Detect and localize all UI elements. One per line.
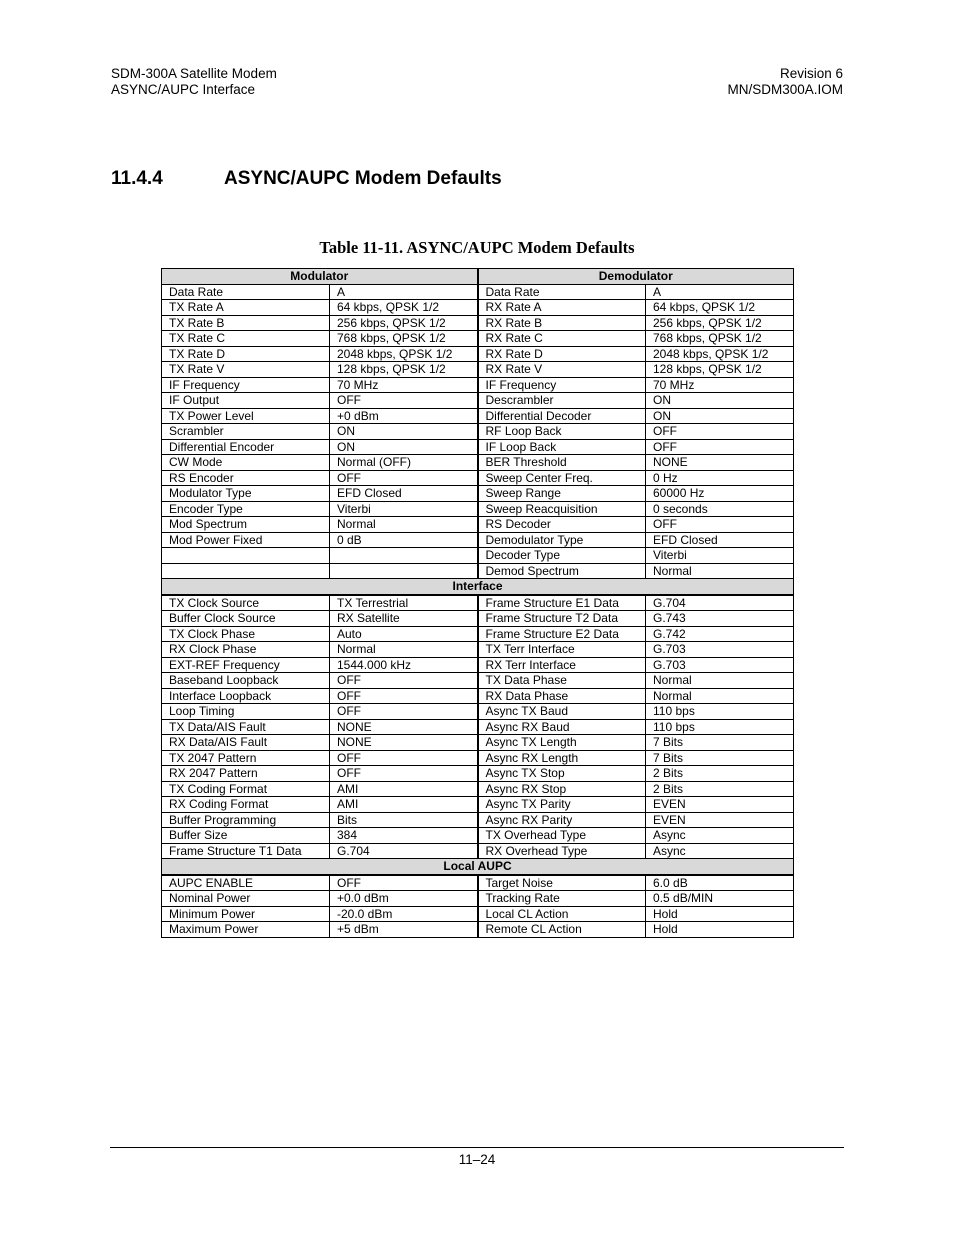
- demodulator-header: Demodulator: [478, 269, 794, 285]
- mod-value: RX Satellite: [330, 611, 478, 627]
- mod-param: Differential Encoder: [162, 439, 330, 455]
- mod-value: Normal: [330, 642, 478, 658]
- demod-value: Viterbi: [646, 548, 794, 564]
- demod-value: 256 kbps, QPSK 1/2: [646, 315, 794, 331]
- demod-value: 7 Bits: [646, 735, 794, 751]
- table-row: [162, 315, 794, 331]
- mod-value: [330, 548, 478, 564]
- section-title-cell: Interface: [162, 579, 794, 595]
- demod-value: Hold: [646, 906, 794, 922]
- demod-param: Frame Structure T2 Data: [478, 611, 646, 627]
- demod-param: Differential Decoder: [478, 408, 646, 424]
- demod-param: Async TX Parity: [478, 797, 646, 813]
- mod-param: TX Rate C: [162, 331, 330, 347]
- modulator-header: Modulator: [162, 269, 478, 285]
- mod-value: EFD Closed: [330, 486, 478, 502]
- demod-value: EVEN: [646, 812, 794, 828]
- defaults-table-container: [161, 268, 793, 938]
- demod-value: Normal: [646, 688, 794, 704]
- demod-param: Sweep Range: [478, 486, 646, 502]
- section-title: ASYNC/AUPC Modem Defaults: [224, 168, 502, 189]
- table-row: [162, 284, 794, 300]
- demod-value: Hold: [646, 922, 794, 938]
- mod-value: Auto: [330, 626, 478, 642]
- mod-value: NONE: [330, 735, 478, 751]
- demod-param: RX Rate V: [478, 362, 646, 378]
- table-row: [162, 657, 794, 673]
- demod-value: 7 Bits: [646, 750, 794, 766]
- table-row: [162, 875, 794, 891]
- demod-value: Normal: [646, 673, 794, 689]
- demod-value: Normal: [646, 563, 794, 579]
- demod-param: Frame Structure E1 Data: [478, 595, 646, 611]
- demod-value: ON: [646, 393, 794, 409]
- demod-value: EVEN: [646, 797, 794, 813]
- table-row: [162, 750, 794, 766]
- mod-param: CW Mode: [162, 455, 330, 471]
- demod-value: EFD Closed: [646, 532, 794, 548]
- demod-param: IF Frequency: [478, 377, 646, 393]
- mod-param: TX Coding Format: [162, 781, 330, 797]
- mod-value: NONE: [330, 719, 478, 735]
- demod-value: OFF: [646, 424, 794, 440]
- page-header-left: [111, 66, 277, 98]
- mod-value: +0.0 dBm: [330, 891, 478, 907]
- demod-value: 64 kbps, QPSK 1/2: [646, 300, 794, 316]
- mod-param: RS Encoder: [162, 470, 330, 486]
- mod-value: OFF: [330, 688, 478, 704]
- mod-param: [162, 563, 330, 579]
- demod-value: 0 Hz: [646, 470, 794, 486]
- table-row: [162, 611, 794, 627]
- header-chapter: ASYNC/AUPC Interface: [111, 82, 256, 97]
- section-row: [162, 859, 794, 875]
- mod-param: Frame Structure T1 Data: [162, 843, 330, 859]
- demod-param: Demod Spectrum: [478, 563, 646, 579]
- demod-param: Async RX Stop: [478, 781, 646, 797]
- demod-value: 110 bps: [646, 719, 794, 735]
- mod-value: AMI: [330, 781, 478, 797]
- demod-value: Async: [646, 828, 794, 844]
- section-title-cell: Local AUPC: [162, 859, 794, 875]
- mod-param: RX Data/AIS Fault: [162, 735, 330, 751]
- mod-param: Mod Power Fixed: [162, 532, 330, 548]
- table-row: [162, 906, 794, 922]
- page-header-right: [727, 66, 843, 98]
- table-row: [162, 548, 794, 564]
- demod-value: G.742: [646, 626, 794, 642]
- demod-param: BER Threshold: [478, 455, 646, 471]
- header-revision: Revision 6: [779, 66, 843, 81]
- demod-param: Target Noise: [478, 875, 646, 891]
- mod-value: 128 kbps, QPSK 1/2: [330, 362, 478, 378]
- mod-param: Buffer Clock Source: [162, 611, 330, 627]
- mod-value: 256 kbps, QPSK 1/2: [330, 315, 478, 331]
- demod-param: RX Rate B: [478, 315, 646, 331]
- demod-param: TX Terr Interface: [478, 642, 646, 658]
- demod-value: G.743: [646, 611, 794, 627]
- demod-value: A: [646, 284, 794, 300]
- table-row: [162, 642, 794, 658]
- mod-value: 70 MHz: [330, 377, 478, 393]
- table-row: [162, 346, 794, 362]
- mod-value: G.704: [330, 843, 478, 859]
- table-row: [162, 517, 794, 533]
- table-row: [162, 626, 794, 642]
- demod-param: RF Loop Back: [478, 424, 646, 440]
- mod-param: TX Clock Phase: [162, 626, 330, 642]
- demod-value: G.703: [646, 657, 794, 673]
- mod-value: ON: [330, 439, 478, 455]
- mod-param: Baseband Loopback: [162, 673, 330, 689]
- mod-value: 1544.000 kHz: [330, 657, 478, 673]
- mod-param: TX Clock Source: [162, 595, 330, 611]
- mod-param: Interface Loopback: [162, 688, 330, 704]
- demod-param: Demodulator Type: [478, 532, 646, 548]
- table-row: [162, 331, 794, 347]
- mod-value: OFF: [330, 704, 478, 720]
- mod-value: TX Terrestrial: [330, 595, 478, 611]
- mod-param: RX Clock Phase: [162, 642, 330, 658]
- table-row: [162, 486, 794, 502]
- demod-param: RX Terr Interface: [478, 657, 646, 673]
- table-row: [162, 843, 794, 859]
- table-row: [162, 688, 794, 704]
- mod-param: RX Coding Format: [162, 797, 330, 813]
- mod-value: AMI: [330, 797, 478, 813]
- mod-value: Normal (OFF): [330, 455, 478, 471]
- mod-value: OFF: [330, 470, 478, 486]
- table-caption: Table 11-11. ASYNC/AUPC Modem Defaults: [319, 238, 635, 257]
- mod-param: TX Rate A: [162, 300, 330, 316]
- mod-value: A: [330, 284, 478, 300]
- table-row: [162, 455, 794, 471]
- mod-value: Normal: [330, 517, 478, 533]
- demod-param: Sweep Reacquisition: [478, 501, 646, 517]
- mod-param: TX Power Level: [162, 408, 330, 424]
- mod-param: Maximum Power: [162, 922, 330, 938]
- table-row: [162, 719, 794, 735]
- mod-param: Mod Spectrum: [162, 517, 330, 533]
- demod-value: 6.0 dB: [646, 875, 794, 891]
- mod-value: Viterbi: [330, 501, 478, 517]
- mod-param: AUPC ENABLE: [162, 875, 330, 891]
- mod-value: 0 dB: [330, 532, 478, 548]
- table-row: [162, 922, 794, 938]
- mod-param: TX Rate V: [162, 362, 330, 378]
- mod-value: OFF: [330, 875, 478, 891]
- table-row: [162, 812, 794, 828]
- mod-param: Nominal Power: [162, 891, 330, 907]
- demod-value: OFF: [646, 439, 794, 455]
- demod-param: TX Overhead Type: [478, 828, 646, 844]
- demod-value: G.704: [646, 595, 794, 611]
- table-row: [162, 300, 794, 316]
- demod-param: Remote CL Action: [478, 922, 646, 938]
- demod-param: RX Rate C: [478, 331, 646, 347]
- demod-value: 2 Bits: [646, 766, 794, 782]
- table-row: [162, 891, 794, 907]
- mod-value: [330, 563, 478, 579]
- demod-param: RX Rate D: [478, 346, 646, 362]
- mod-value: ON: [330, 424, 478, 440]
- mod-param: [162, 548, 330, 564]
- mod-param: TX Data/AIS Fault: [162, 719, 330, 735]
- header-doc-title: SDM-300A Satellite Modem: [111, 66, 277, 81]
- table-row: [162, 439, 794, 455]
- mod-param: Buffer Size: [162, 828, 330, 844]
- demod-value: 60000 Hz: [646, 486, 794, 502]
- table-row: [162, 766, 794, 782]
- demod-param: Async RX Parity: [478, 812, 646, 828]
- mod-param: RX 2047 Pattern: [162, 766, 330, 782]
- demod-value: 2048 kbps, QPSK 1/2: [646, 346, 794, 362]
- mod-param: Modulator Type: [162, 486, 330, 502]
- demod-param: Async TX Length: [478, 735, 646, 751]
- demod-param: RX Rate A: [478, 300, 646, 316]
- demod-value: Async: [646, 843, 794, 859]
- demod-param: Decoder Type: [478, 548, 646, 564]
- page-number: 11–24: [458, 1152, 496, 1167]
- demod-param: Local CL Action: [478, 906, 646, 922]
- mod-param: TX Rate B: [162, 315, 330, 331]
- table-header-row: [162, 269, 794, 285]
- demod-value: 0.5 dB/MIN: [646, 891, 794, 907]
- demod-value: 2 Bits: [646, 781, 794, 797]
- header-doc-number: MN/SDM300A.IOM: [727, 82, 843, 97]
- demod-value: G.703: [646, 642, 794, 658]
- demod-param: Data Rate: [478, 284, 646, 300]
- mod-param: Scrambler: [162, 424, 330, 440]
- mod-param: Loop Timing: [162, 704, 330, 720]
- mod-value: -20.0 dBm: [330, 906, 478, 922]
- table-row: [162, 362, 794, 378]
- section-number: 11.4.4: [111, 168, 163, 189]
- mod-param: Minimum Power: [162, 906, 330, 922]
- mod-value: 384: [330, 828, 478, 844]
- demod-value: NONE: [646, 455, 794, 471]
- table-row: [162, 377, 794, 393]
- mod-param: TX Rate D: [162, 346, 330, 362]
- demod-value: 110 bps: [646, 704, 794, 720]
- mod-param: Data Rate: [162, 284, 330, 300]
- mod-param: IF Output: [162, 393, 330, 409]
- mod-value: OFF: [330, 766, 478, 782]
- table-row: [162, 563, 794, 579]
- table-row: [162, 532, 794, 548]
- footer-rule: [110, 1147, 844, 1148]
- section-heading: [111, 168, 502, 190]
- demod-param: TX Data Phase: [478, 673, 646, 689]
- table-row: [162, 393, 794, 409]
- mod-param: IF Frequency: [162, 377, 330, 393]
- section-row: [162, 579, 794, 595]
- demod-param: Frame Structure E2 Data: [478, 626, 646, 642]
- table-row: [162, 704, 794, 720]
- mod-value: 64 kbps, QPSK 1/2: [330, 300, 478, 316]
- demod-value: 128 kbps, QPSK 1/2: [646, 362, 794, 378]
- defaults-table: [161, 268, 794, 938]
- demod-param: RX Overhead Type: [478, 843, 646, 859]
- demod-param: Async RX Baud: [478, 719, 646, 735]
- mod-value: +0 dBm: [330, 408, 478, 424]
- demod-param: Async TX Stop: [478, 766, 646, 782]
- mod-param: Encoder Type: [162, 501, 330, 517]
- table-row: [162, 470, 794, 486]
- mod-value: OFF: [330, 750, 478, 766]
- demod-param: RX Data Phase: [478, 688, 646, 704]
- defaults-table-body: [162, 269, 794, 938]
- demod-value: OFF: [646, 517, 794, 533]
- demod-value: 768 kbps, QPSK 1/2: [646, 331, 794, 347]
- mod-value: 768 kbps, QPSK 1/2: [330, 331, 478, 347]
- demod-value: 0 seconds: [646, 501, 794, 517]
- mod-value: +5 dBm: [330, 922, 478, 938]
- demod-value: ON: [646, 408, 794, 424]
- table-row: [162, 797, 794, 813]
- demod-param: Sweep Center Freq.: [478, 470, 646, 486]
- mod-param: Buffer Programming: [162, 812, 330, 828]
- mod-param: EXT-REF Frequency: [162, 657, 330, 673]
- mod-value: Bits: [330, 812, 478, 828]
- demod-param: Async RX Length: [478, 750, 646, 766]
- table-row: [162, 501, 794, 517]
- table-row: [162, 735, 794, 751]
- demod-value: 70 MHz: [646, 377, 794, 393]
- table-row: [162, 424, 794, 440]
- demod-param: Descrambler: [478, 393, 646, 409]
- table-row: [162, 828, 794, 844]
- demod-param: IF Loop Back: [478, 439, 646, 455]
- mod-value: OFF: [330, 393, 478, 409]
- demod-param: Async TX Baud: [478, 704, 646, 720]
- mod-param: TX 2047 Pattern: [162, 750, 330, 766]
- demod-param: RS Decoder: [478, 517, 646, 533]
- table-row: [162, 408, 794, 424]
- mod-value: 2048 kbps, QPSK 1/2: [330, 346, 478, 362]
- table-row: [162, 781, 794, 797]
- table-row: [162, 673, 794, 689]
- mod-value: OFF: [330, 673, 478, 689]
- demod-param: Tracking Rate: [478, 891, 646, 907]
- table-row: [162, 595, 794, 611]
